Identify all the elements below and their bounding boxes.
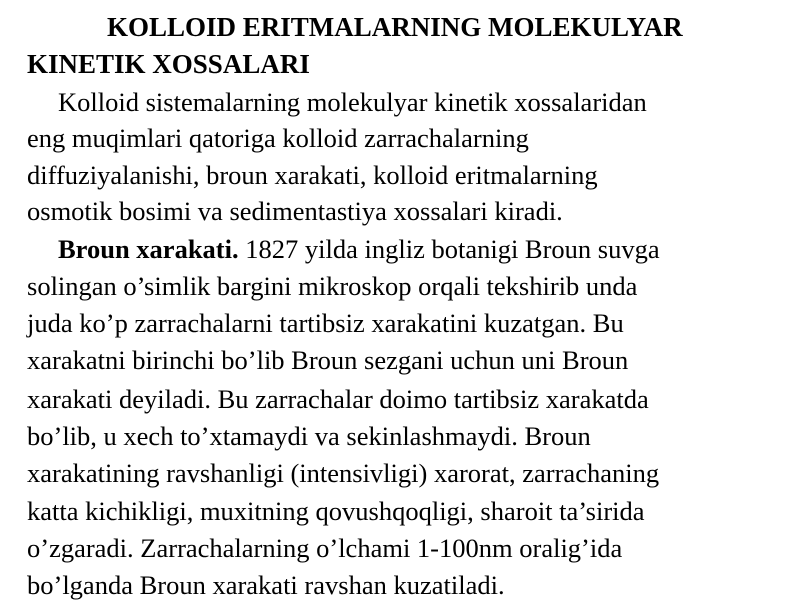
paragraph2-line-8: katta kichikligi, muxitning qovushqoqligi, sharoit ta’sirida: [27, 496, 645, 526]
paragraph2-line-4: xarakatni birinchi bo’lib Broun sezgani uchun uni Broun: [27, 345, 629, 375]
paragraph1-line-2: eng muqimlari qatoriga kolloid zarrachalarning: [27, 123, 529, 153]
paragraph2-line-2: solingan o’simlik bargini mikroskop orqali tekshirib unda: [27, 271, 638, 301]
paragraph2-line-7: xarakatining ravshanligi (intensivligi) xarorat, zarrachaning: [27, 458, 660, 488]
heading-line-1: KOLLOID ERITMALARNING MOLEKULYAR: [107, 12, 683, 42]
paragraph2-line-9: o’zgaradi. Zarrachalarning o’lchami 1-100nm oralig’ida: [27, 533, 623, 563]
paragraph2-line-10: bo’lganda Broun xarakati ravshan kuzatiladi.: [27, 570, 505, 600]
paragraph1-line-1: Kolloid sistemalarning molekulyar kinetik xossalaridan: [58, 87, 647, 117]
paragraph2-line-1-rest: 1827 yilda ingliz botanigi Broun suvga: [238, 234, 660, 264]
paragraph1-line-3: diffuziyalanishi, broun xarakati, kolloid eritmalarning: [27, 160, 598, 190]
paragraph2-line-5: xarakati deyiladi. Bu zarrachalar doimo tartibsiz xarakatda: [27, 384, 649, 414]
paragraph1-line-4: osmotik bosimi va sedimentastiya xossalari kiradi.: [27, 196, 563, 226]
paragraph2-line-6: bo’lib, u xech to’xtamaydi va sekinlashmaydi. Broun: [27, 421, 591, 451]
heading-line-2: KINETIK XOSSALARI: [27, 49, 310, 79]
paragraph2-line-3: juda ko’p zarrachalarni tartibsiz xarakatini kuzatgan. Bu: [27, 308, 624, 338]
paragraph2-line-1: [58, 231, 660, 267]
term-broun-xarakati: Broun xarakati.: [58, 234, 239, 264]
